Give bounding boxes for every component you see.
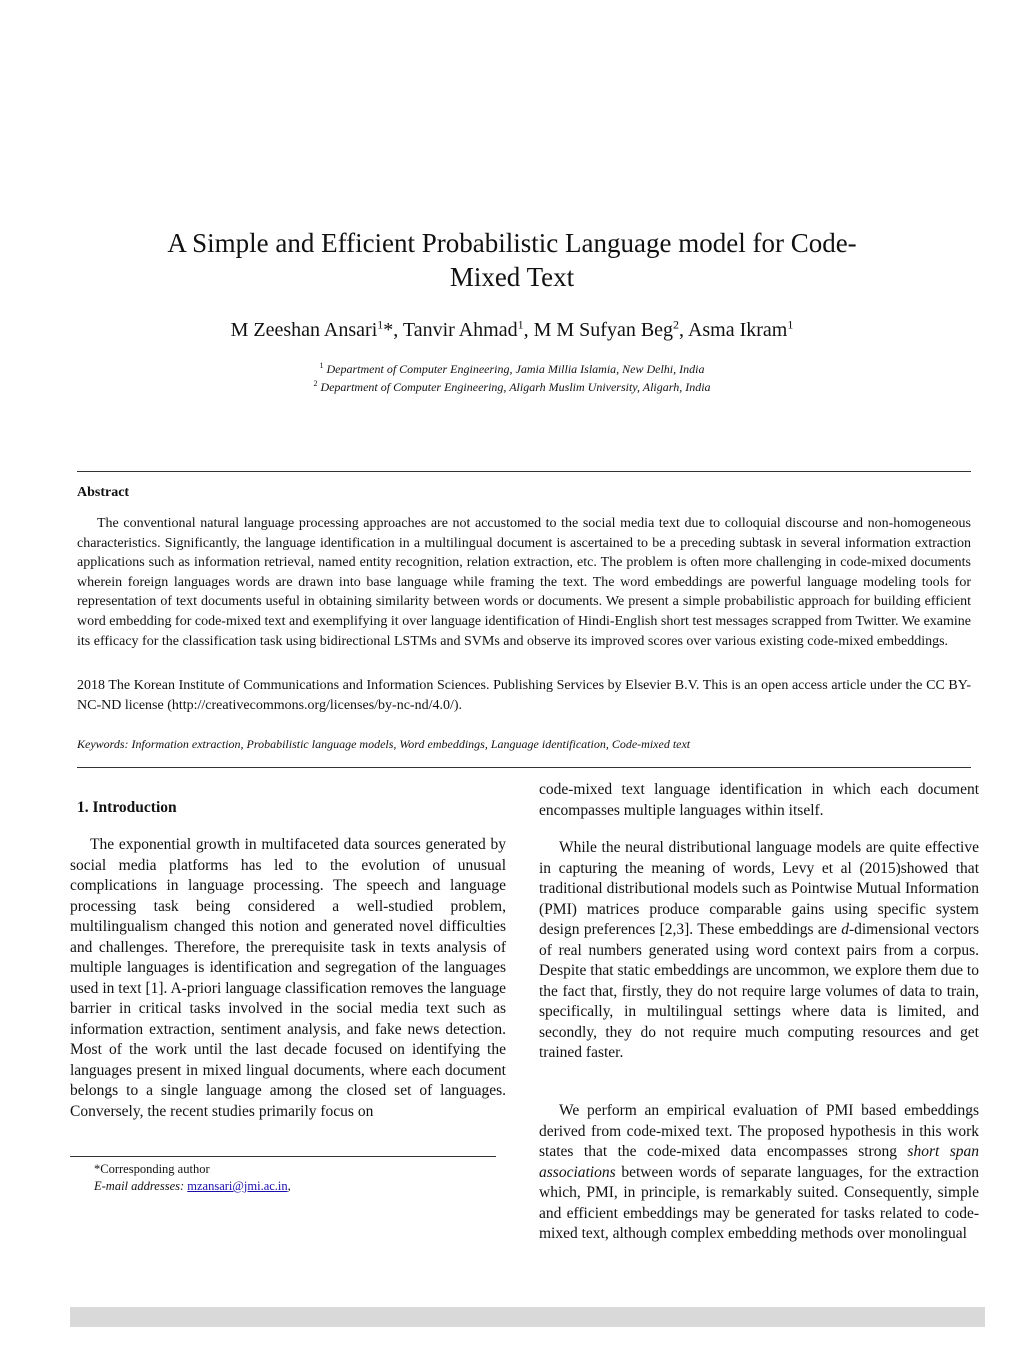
intro-paragraph-1-continued: code-mixed text language identification in which each document encompasses multiple languages within itself.: [539, 781, 979, 819]
email-label: E-mail addresses:: [94, 1179, 188, 1193]
intro-paragraph-3: We perform an empirical evaluation of PMI based embeddings derived from code-mixed text. The proposed hypothesis in this work states that the code-mixed data encompasses strong short span associations between words of separate languages, for the extraction which, PMI, in principle, is remarkably suited. Consequently, simple and efficient embeddings may be generated for tasks related to code-mixed text, although complex embedding methods over monolingual: [539, 1102, 980, 1242]
affiliation-2: $^2$ Department of Computer Engineering, Aligarh Muslim University, Aligarh, India: [313, 379, 711, 394]
paper-title: [100, 226, 924, 294]
license-statement: 2018 The Korean Institute of Communications and Information Sciences. Publishing Services by Elsevier B.V. This is an open access article under the CC BY-NC-ND license (http://creativecommons.org/licenses/by-nc-nd/4.0/).: [77, 678, 971, 713]
keywords: Keywords: Information extraction, Probabilistic language models, Word embeddings, Language identification, Code-mixed text: [77, 737, 691, 751]
corresponding-author-note: *Corresponding author: [94, 1162, 210, 1176]
divider-bottom: [77, 767, 971, 768]
email-link[interactable]: mzansari@jmi.ac.in: [187, 1179, 288, 1193]
affiliation-1: $^1$ Department of Computer Engineering, Jamia Millia Islamia, New Delhi, India: [319, 361, 705, 376]
paper-title-line-2: Mixed Text: [449, 262, 575, 292]
abstract-heading: Abstract: [77, 485, 130, 500]
footnote-divider: [70, 1156, 496, 1157]
abstract-text: The conventional natural language processing approaches are not accustomed to the social media text due to colloquial discourse and non-homogeneous characteristics. Significantly, the language identification in a multilingual document is ascertained to be a preceding subtask in several information extraction applications such as information retrieval, named entity recognition, relation extraction, etc. The problem is often more challenging in code-mixed documents wherein foreign languages words are drawn into base language while framing the text. The word embeddings are powerful language modeling tools for representation of text documents useful in obtaining similarity between words or documents. We present a simple probabilistic approach for building efficient word embedding for code-mixed text and exemplifying it over language identification of Hindi-English short test messages scrapped from Twitter. We examine its efficacy for the classification task using bidirectional LSTMs and SVMs and observe its improved scores over various existing code-mixed embeddings.: [77, 516, 971, 649]
paper-title-line-1: A Simple and Efficient Probabilistic Language model for Code-: [167, 228, 857, 258]
author-list: [100, 316, 924, 344]
author: Asma Ikram$^1$: [687, 317, 794, 341]
author: Tanvir Ahmad$^1$,: [402, 317, 534, 341]
author: M M Sufyan Beg$^2$,: [533, 317, 688, 341]
section-heading-introduction: 1. Introduction: [77, 799, 177, 816]
email-note: E-mail addresses: mzansari@jmi.ac.in,: [94, 1179, 291, 1193]
divider-top: [77, 471, 971, 472]
intro-paragraph-1: The exponential growth in multifaceted data sources generated by social media platforms has led to the evolution of unusual complications in language processing. The speech and language processing task being considered a well-studied problem, multilingualism changed this notion and generated novel difficulties and challenges. Therefore, the prerequisite task in texts analysis of multiple languages is identification and segregation of the languages used in text [1]. A-priori language classification removes the language barrier in critical tasks involved in the social media text such as information extraction, sentiment analysis, and fake news detection. Most of the work until the last decade focused on identifying the languages present in mixed lingual documents, where each document belongs to a single language among the closed set of languages. Conversely, the recent studies primarily focus on: [70, 836, 506, 1120]
author: M Zeeshan Ansari$^1$*,: [230, 317, 403, 341]
page-footer-bar: [70, 1307, 985, 1327]
intro-paragraph-2: While the neural distributional language models are quite effective in capturing the meaning of words, Levy et al (2015)showed that traditional distributional models such as Pointwise Mutual Information (PMI) matrices produce comparable gains using specific system design preferences [2,3]. These embeddings are d-dimensional vectors of real numbers generated using word context pairs from a corpus. Despite that static embeddings are uncommon, we explore them due to the fact that, firstly, they do not require large volumes of data to train, specifically, in multilingual settings where data is limited, and secondly, they do not require much computing resources and get trained faster.: [539, 839, 979, 1061]
